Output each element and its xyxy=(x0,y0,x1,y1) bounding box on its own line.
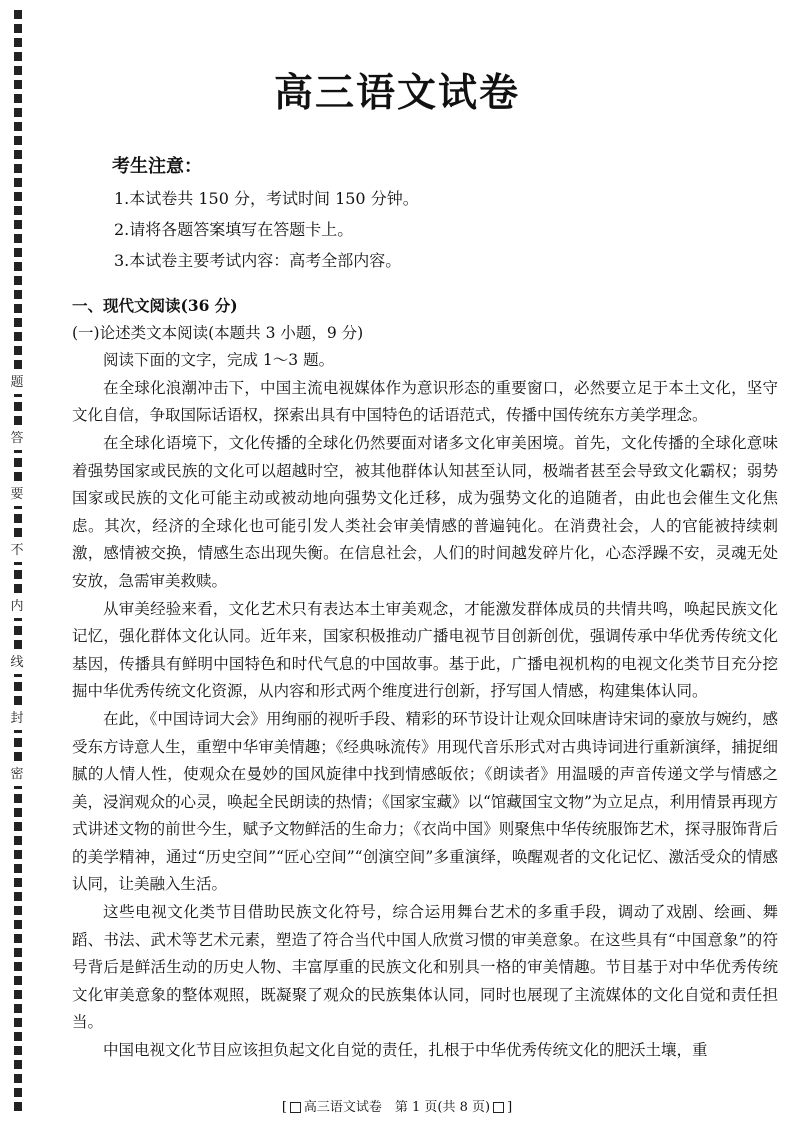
notice-item: 3.本试卷主要考试内容：高考全部内容。 xyxy=(114,251,402,270)
candidate-notice xyxy=(112,152,419,271)
binding-char: 答 xyxy=(0,428,34,450)
binding-char: 不 xyxy=(0,540,34,562)
passage-paragraph: 中国电视文化节目应该担负起文化自觉的责任，扎根于中华优秀传统文化的肥沃土壤，重 xyxy=(103,1041,708,1060)
notice-item: 1.本试卷共 150 分，考试时间 150 分钟。 xyxy=(114,189,419,208)
binding-char: 题 xyxy=(0,372,34,394)
notice-heading: 考生注意： xyxy=(112,156,202,177)
footer-box-icon xyxy=(290,1102,301,1113)
passage-paragraph: 在全球化语境下，文化传播的全球化仍然要面对诸多文化审美困境。首先，文化传播的全球化意味着强势国家或民族的文化可以超越时空，被其他群体认知甚至认同，极端者甚至会导致文化霸权；弱势国家或民族的文化可能主动或被动地向强势文化迁移，成为强势文化的追随者，由此也会催生文化焦虑。其次，经济的全球化也可能引发人类社会审美情感的普遍钝化。在消费社会，人的官能被持续刺激，感情被交换，情感生态出现失衡。在信息社会，人们的时间越发碎片化，心态浮躁不安，灵魂无处安放，急需审美救赎。 xyxy=(72,433,778,590)
subsection-heading: (一)论述类文本阅读(本题共 3 小题，9 分) xyxy=(72,323,364,342)
binding-margin xyxy=(0,0,34,1123)
footer-text: 高三语文试卷 第 1 页(共 8 页) xyxy=(303,1100,491,1115)
binding-char: 封 xyxy=(0,708,34,730)
binding-char: 要 xyxy=(0,484,34,506)
passage-paragraph: 在此，《中国诗词大会》用绚丽的视听手段、精彩的环节设计让观众回味唐诗宋词的豪放与婉约，感受东方诗意人生，重塑中华审美情趣；《经典咏流传》用现代音乐形式对古典诗词进行重新演绎，捕捉细腻的人情人性，使观众在曼妙的国风旋律中找到情感皈依；《朗读者》用温暖的声音传递文学与情感之美，浸润观众的心灵，唤起全民朗读的热情；《国家宝藏》以“馆藏国宝文物”为立足点，利用情景再现方式讲述文物的前世今生，赋予文物鲜活的生命力；《衣尚中国》则聚焦中华传统服饰艺术，探寻服饰背后的美学精神，通过“历史空间”“匠心空间”“创演空间”多重演绎，唤醒观者的文化记忆、激活受众的情感认同，让美融入生活。 xyxy=(72,709,778,894)
binding-char: 线 xyxy=(0,652,34,674)
passage-paragraph: 这些电视文化类节目借助民族文化符号，综合运用舞台艺术的多重手段，调动了戏剧、绘画、舞蹈、书法、武术等艺术元素，塑造了符合当代中国人欣赏习惯的审美意象。在这些具有“中国意象”的符号背后是鲜活生动的历史人物、丰富厚重的民族文化和别具一格的审美情趣。节目基于对中华优秀传统文化审美意象的整体观照，既凝聚了观众的民族集体认同，同时也展现了主流媒体的文化自觉和责任担当。 xyxy=(72,903,778,1032)
page-title: 高三语文试卷 xyxy=(273,70,520,116)
binding-char: 内 xyxy=(0,596,34,618)
instruction: 阅读下面的文字，完成 1～3 题。 xyxy=(103,351,335,370)
section-heading: 一、现代文阅读(36 分) xyxy=(72,296,238,315)
binding-dashed-line xyxy=(14,10,22,1115)
passage-paragraph: 在全球化浪潮冲击下，中国主流电视媒体作为意识形态的重要窗口，必然要立足于本土文化，坚守文化自信，争取国际话语权，探索出具有中国特色的话语范式，传播中国传统东方美学理念。 xyxy=(72,378,778,425)
reading-section xyxy=(72,292,778,1065)
binding-char: 密 xyxy=(0,764,34,786)
notice-item: 2.请将各题答案填写在答题卡上。 xyxy=(114,220,354,239)
page-footer: [ 高三语文试卷 第 1 页(共 8 页) ] xyxy=(281,1100,513,1115)
footer-box-icon xyxy=(493,1102,504,1113)
passage-paragraph: 从审美经验来看，文化艺术只有表达本土审美观念，才能激发群体成员的共情共鸣，唤起民族文化记忆，强化群体文化认同。近年来，国家积极推动广播电视节目创新创优，强调传承中华优秀传统文化基因，传播具有鲜明中国特色和时代气息的中国故事。基于此，广播电视机构的电视文化类节目充分挖掘中华优秀传统文化资源，从内容和形式两个维度进行创新，抒写国人情感，构建集体认同。 xyxy=(72,599,778,701)
